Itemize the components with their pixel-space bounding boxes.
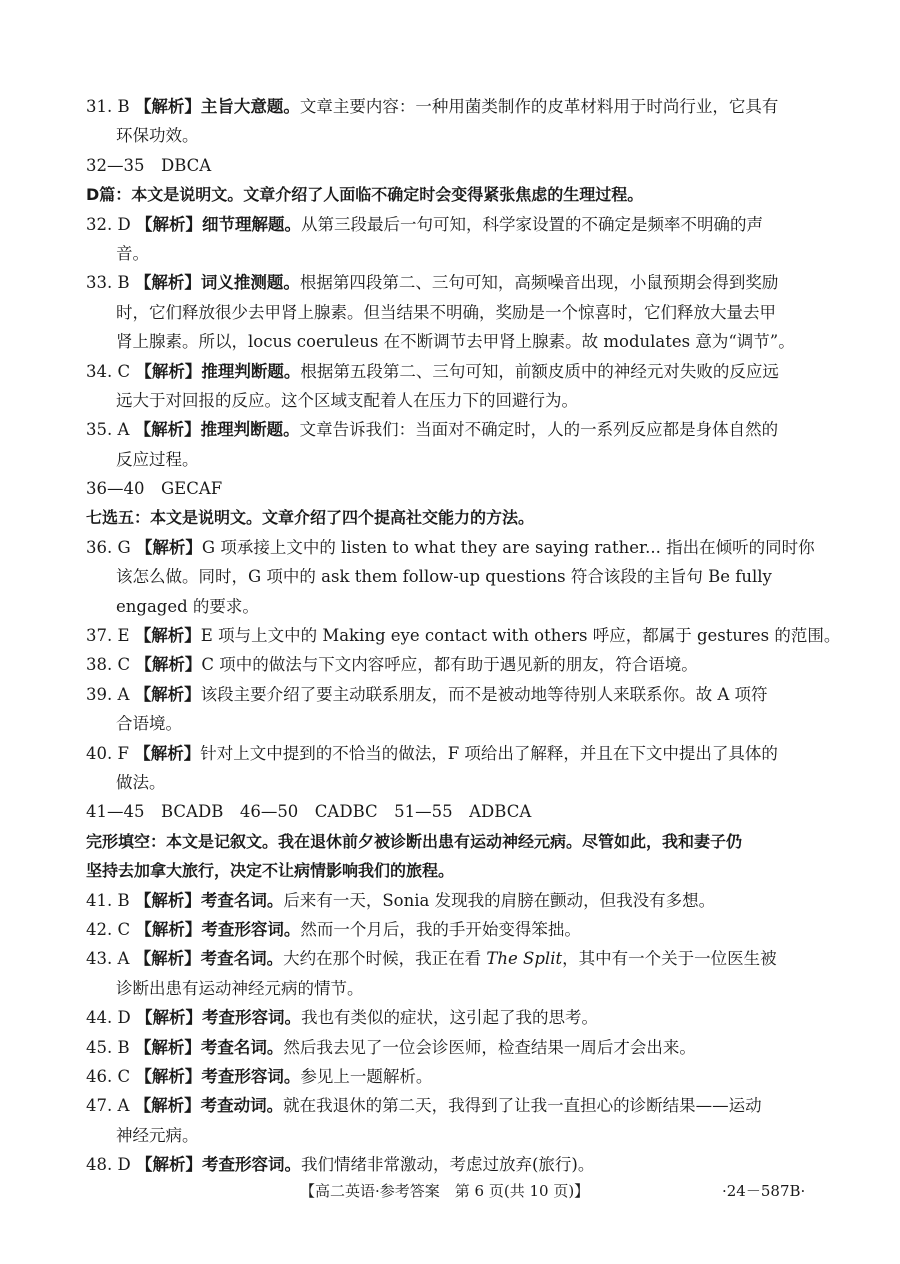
analysis-tag: 【解析】 [134, 420, 201, 440]
analysis-tag: 【解析】 [135, 1066, 202, 1086]
answer-group-text: 36—40 GECAF [86, 479, 223, 499]
explanation-continuation [86, 386, 816, 415]
question-type: 考查形容词。 [201, 919, 301, 939]
question-number: 45. B [86, 1037, 130, 1057]
question-number: 39. A [86, 684, 130, 704]
question-number: 43. A [86, 949, 130, 969]
analysis-tag: 【解析】 [134, 626, 201, 646]
explanation-text: 从第三段最后一句可知，科学家设置的不确定是频率不明确的声 [300, 214, 763, 234]
explanation-text: 根据第五段第二、三句可知，前额皮质中的神经元对失败的反应远 [300, 361, 779, 381]
answer-item [86, 944, 816, 973]
explanation-text: 参见上一题解析。 [300, 1066, 433, 1086]
answer-item [86, 357, 816, 386]
section-text: D篇：本文是说明文。文章介绍了人面临不确定时会变得紧张焦虑的生理过程。 [86, 185, 644, 205]
explanation-text: 然后我去见了一位会诊医师，检查结果一周后才会出来。 [283, 1037, 696, 1057]
analysis-tag: 【解析】 [134, 684, 201, 704]
question-number: 31. B [86, 97, 130, 116]
continuation-text: 时，它们释放很少去甲肾上腺素。但当结果不明确，奖励是一个惊喜时，它们释放大量去甲 [116, 302, 776, 322]
explanation-continuation [86, 592, 816, 621]
question-number: 36. G [86, 537, 131, 557]
explanation-continuation [86, 121, 816, 150]
answer-item [86, 1150, 816, 1179]
answer-group-text: 32—35 DBCA [86, 155, 212, 175]
analysis-tag: 【解析】 [135, 655, 202, 675]
analysis-tag: 【解析】 [134, 1037, 201, 1057]
analysis-tag: 【解析】 [134, 97, 201, 116]
explanation-text: 该段主要介绍了要主动联系朋友，而不是被动地等待别人来联系你。故 A 项符 [200, 684, 768, 704]
analysis-tag: 【解析】 [134, 890, 201, 910]
section-text: 坚持去加拿大旅行，决定不让病情影响我们的旅程。 [86, 861, 455, 881]
answer-item [86, 650, 816, 679]
continuation-text: 肾上腺素。所以，locus coeruleus 在不断调节去甲肾上腺素。故 modulates 意为“调节”。 [116, 332, 795, 352]
explanation-continuation [86, 974, 816, 1003]
question-number: 33. B [86, 273, 130, 293]
answer-item [86, 415, 816, 444]
analysis-tag: 【解析】 [134, 949, 201, 969]
explanation-continuation [86, 768, 816, 797]
page-footer [0, 1180, 900, 1210]
answer-item [86, 1003, 816, 1032]
explanation-text: 后来有一天，Sonia 发现我的肩膀在颤动，但我没有多想。 [283, 890, 716, 910]
question-number: 41. B [86, 890, 130, 910]
continuation-text: engaged 的要求。 [116, 596, 259, 616]
explanation-continuation [86, 327, 816, 356]
explanation-text: C 项中的做法与下文内容呼应，都有助于遇见新的朋友，符合语境。 [201, 655, 698, 675]
question-number: 38. C [86, 655, 131, 675]
explanation-text: G 项承接上文中的 listen to what they are saying rather... 指出在倾听的同时你 [201, 537, 815, 557]
answer-item [86, 680, 816, 709]
question-number: 32. D [86, 214, 131, 234]
answer-key-body [86, 92, 841, 1179]
explanation-text: 我也有类似的症状，这引起了我的思考。 [300, 1008, 598, 1028]
continuation-text: 环保功效。 [116, 126, 199, 146]
question-type: 考查动词。 [200, 1096, 284, 1116]
question-type: 推理判断题。 [201, 361, 301, 381]
answer-group-text: 41—45 BCADB 46—50 CADBC 51—55 ADBCA [86, 802, 532, 822]
continuation-text: 做法。 [116, 772, 166, 792]
continuation-text: 远大于对回报的反应。这个区域支配着人在压力下的回避行为。 [116, 390, 578, 410]
question-type: 细节理解题。 [201, 214, 301, 234]
question-number: 40. F [86, 743, 129, 763]
answer-item [86, 1033, 816, 1062]
section-heading [86, 180, 816, 209]
analysis-tag: 【解析】 [134, 273, 201, 293]
explanation-continuation [86, 445, 816, 474]
answer-item [86, 533, 816, 562]
explanation-text: 针对上文中提到的不恰当的做法，F 项给出了解释，并且在下文中提出了具体的 [200, 743, 778, 763]
continuation-text: 音。 [116, 243, 149, 263]
explanation-text: 根据第四段第二、三句可知，高频噪音出现，小鼠预期会得到奖励 [299, 273, 779, 293]
question-type: 考查名词。 [200, 1037, 284, 1057]
answer-item [86, 210, 816, 239]
section-text: 完形填空：本文是记叙文。我在退休前夕被诊断出患有运动神经元病。尽管如此，我和妻子仍 [86, 831, 743, 851]
footer-code: ·24－587B· [722, 1182, 806, 1200]
explanation-text: 然而一个月后，我的手开始变得笨拙。 [300, 919, 581, 939]
answer-group [86, 797, 816, 826]
explanation-continuation [86, 298, 816, 327]
answer-item [86, 1091, 816, 1120]
analysis-tag: 【解析】 [135, 1155, 202, 1175]
analysis-tag: 【解析】 [134, 743, 201, 763]
section-text: 七选五：本文是说明文。文章介绍了四个提高社交能力的方法。 [86, 508, 535, 528]
analysis-tag: 【解析】 [135, 919, 202, 939]
explanation-text: 大约在那个时候，我正在看 [283, 949, 487, 969]
question-type: 主旨大意题。 [200, 97, 300, 116]
question-type: 考查形容词。 [201, 1066, 301, 1086]
question-number: 35. A [86, 420, 130, 440]
answer-group [86, 474, 816, 503]
analysis-tag: 【解析】 [135, 1008, 202, 1028]
continuation-text: 神经元病。 [116, 1125, 199, 1145]
question-type: 考查名词。 [200, 890, 284, 910]
answer-item [86, 886, 816, 915]
explanation-text: E 项与上文中的 Making eye contact with others 呼应，都属于 gestures 的范围。 [200, 626, 841, 646]
explanation-text: 文章告诉我们：当面对不确定时，人的一系列反应都是身体自然的 [299, 420, 779, 440]
analysis-tag: 【解析】 [135, 361, 202, 381]
question-number: 42. C [86, 919, 131, 939]
analysis-tag: 【解析】 [135, 214, 202, 234]
explanation-continuation [86, 239, 816, 268]
footer-title: 【高二英语·参考答案 第 6 页(共 10 页)】 [300, 1182, 590, 1200]
continuation-text: 诊断出患有运动神经元病的情节。 [116, 978, 364, 998]
explanation-text-after: ，其中有一个关于一位医生被 [562, 949, 777, 969]
question-number: 46. C [86, 1066, 131, 1086]
continuation-text: 该怎么做。同时，G 项中的 ask them follow-up questions 符合该段的主旨句 Be fully [116, 567, 772, 587]
question-type: 推理判断题。 [200, 420, 300, 440]
answer-item [86, 915, 816, 944]
continuation-text: 反应过程。 [116, 449, 199, 469]
explanation-continuation [86, 1121, 816, 1150]
answer-item [86, 739, 816, 768]
answer-item [86, 621, 841, 650]
question-number: 44. D [86, 1008, 131, 1028]
section-heading [86, 503, 816, 532]
explanation-continuation [86, 709, 816, 738]
title-italic: The Split [486, 949, 563, 969]
continuation-text: 合语境。 [116, 714, 182, 734]
section-heading [86, 827, 816, 856]
explanation-continuation [86, 562, 816, 591]
question-type: 考查形容词。 [201, 1008, 301, 1028]
question-number: 37. E [86, 626, 130, 646]
question-type: 考查形容词。 [201, 1155, 301, 1175]
answer-group [86, 151, 816, 180]
answer-item [86, 268, 816, 297]
analysis-tag: 【解析】 [134, 1096, 201, 1116]
answer-item [86, 92, 816, 121]
question-number: 47. A [86, 1096, 130, 1116]
question-number: 48. D [86, 1155, 131, 1175]
explanation-text: 我们情绪非常激动，考虑过放弃(旅行)。 [300, 1155, 595, 1175]
question-number: 34. C [86, 361, 131, 381]
section-heading [86, 856, 816, 885]
question-type: 考查名词。 [200, 949, 284, 969]
question-type: 词义推测题。 [200, 273, 300, 293]
answer-item [86, 1062, 816, 1091]
explanation-text: 就在我退休的第二天，我得到了让我一直担心的诊断结果——运动 [283, 1096, 762, 1116]
analysis-tag: 【解析】 [135, 537, 202, 557]
explanation-text: 文章主要内容：一种用菌类制作的皮革材料用于时尚行业，它具有 [299, 97, 779, 116]
